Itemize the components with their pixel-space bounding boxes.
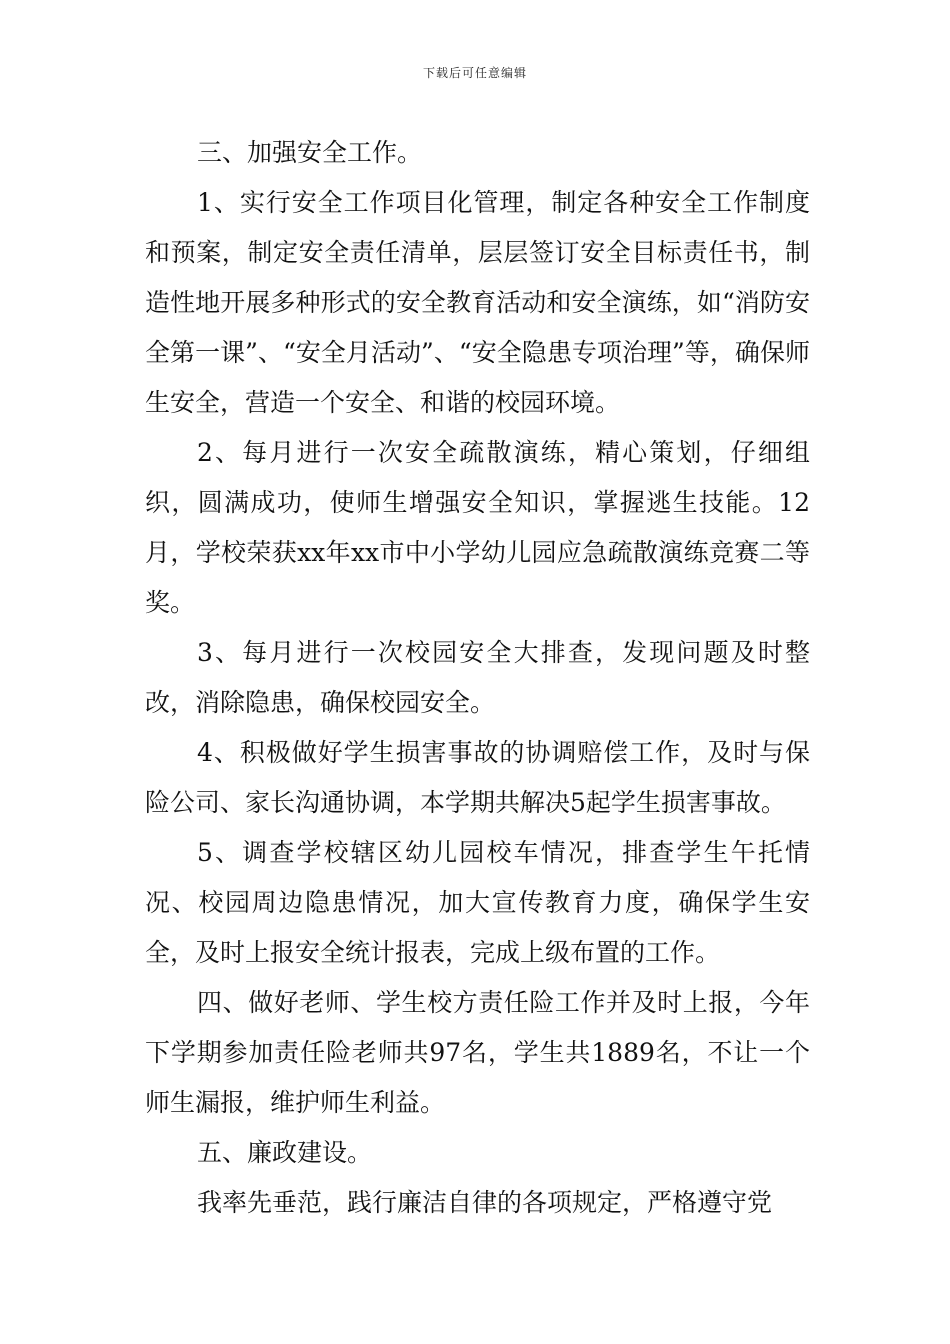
paragraph-school-bus-survey: 5、调查学校辖区幼儿园校车情况，排查学生午托情况、校园周边隐患情况，加大宣传教育力度，确保学生安全，及时上报安全统计报表，完成上级布置的工作。 xyxy=(145,838,810,967)
paragraph-safety-management: 1、实行安全工作项目化管理，制定各种安全工作制度和预案，制定安全责任清单，层层签订安全目标责任书，制造性地开展多种形式的安全教育活动和安全演练，如“消防安全第一课”、“安全月活动”、“安全隐患专项治理”等，确保师生安全，营造一个安全、和谐的校园环境。 xyxy=(145,188,810,417)
section-heading-liability-insurance: 四、做好老师、学生校方责任险工作并及时上报，今年下学期参加责任险老师共97名，学生共1889名，不让一个师生漏报，维护师生利益。 xyxy=(145,988,810,1117)
document-body xyxy=(145,128,810,1228)
section-heading-integrity: 五、廉政建设。 xyxy=(197,1138,373,1167)
paragraph-safety-inspection: 3、每月进行一次校园安全大排查，发现问题及时整改，消除隐患，确保校园安全。 xyxy=(145,638,810,717)
section-heading-safety: 三、加强安全工作。 xyxy=(197,138,423,167)
page-header: 下载后可任意编辑 xyxy=(422,66,527,80)
paragraph-evacuation-drill: 2、每月进行一次安全疏散演练，精心策划，仔细组织，圆满成功，使师生增强安全知识，掌握逃生技能。12月，学校荣获xx年xx市中小学幼儿园应急疏散演练竞赛二等奖。 xyxy=(145,438,810,617)
paragraph-accident-compensation: 4、积极做好学生损害事故的协调赔偿工作，及时与保险公司、家长沟通协调，本学期共解决5起学生损害事故。 xyxy=(145,738,810,817)
paragraph-integrity: 我率先垂范，践行廉洁自律的各项规定，严格遵守党 xyxy=(197,1188,773,1217)
